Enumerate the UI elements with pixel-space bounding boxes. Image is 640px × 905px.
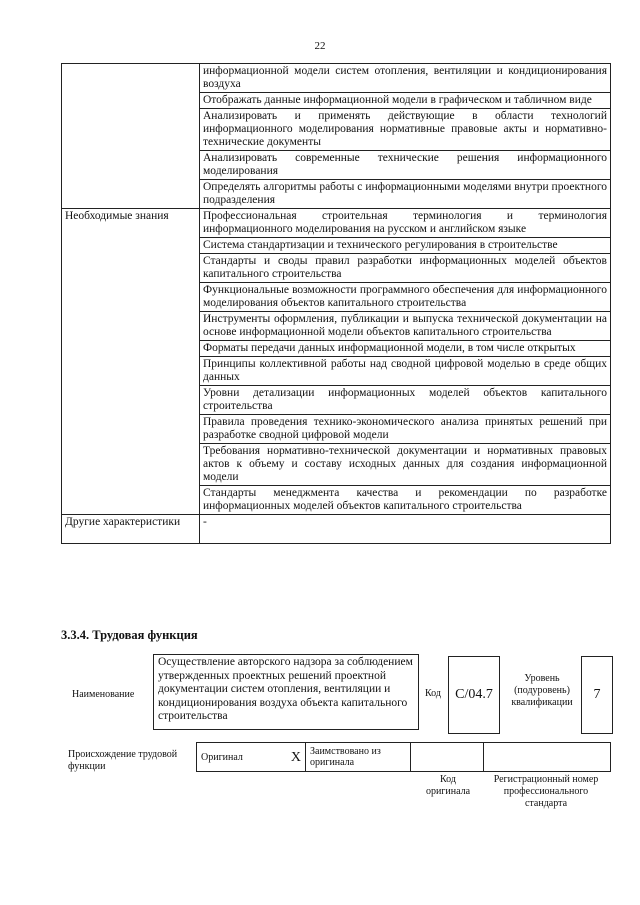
table-cell: -: [200, 515, 611, 544]
row-group-label: Необходимые знания: [62, 209, 200, 515]
table-cell: Отображать данные информационной модели в графическом и табличном виде: [200, 93, 611, 109]
table-cell: Анализировать и применять действующие в области технологий информационного моделирования нормативные правовые акты и нормативно-технические документы: [200, 109, 611, 151]
table-cell: Инструменты оформления, публикации и выпуска технической документации на основе информационной модели объектов капитального строительства: [200, 312, 611, 341]
reg-number-caption: Регистрационный номер профессионального стандарта: [493, 774, 599, 809]
page-number: 22: [314, 40, 326, 52]
origin-code-cell: [411, 743, 484, 772]
qualification-level-value: 7: [581, 656, 613, 734]
table-cell: Форматы передачи данных информационной модели, в том числе открытых: [200, 341, 611, 357]
table-row: [62, 64, 611, 93]
borrowed-label: Заимствовано из оригинала: [306, 743, 411, 772]
origin-table: [196, 742, 611, 772]
code-label: Код: [425, 688, 441, 699]
table-cell: информационной модели систем отопления, вентиляции и кондиционирования воздуха: [200, 64, 611, 93]
origin-label: Происхождение трудовой функции: [68, 749, 178, 772]
original-mark: X: [281, 743, 306, 772]
table-cell: Определять алгоритмы работы с информационными моделями внутри проектного подразделения: [200, 180, 611, 209]
skills-knowledge-table: [61, 63, 611, 544]
table-row: [62, 515, 611, 544]
name-label: Наименование: [72, 689, 135, 700]
table-row: [62, 209, 611, 238]
table-cell: Анализировать современные технические решения информационного моделирования: [200, 151, 611, 180]
section-title: 3.3.4. Трудовая функция: [61, 628, 198, 642]
table-cell: Система стандартизации и технического регулирования в строительстве: [200, 238, 611, 254]
table-cell: Уровни детализации информационных моделей объектов капитального строительства: [200, 386, 611, 415]
table-cell: Функциональные возможности программного обеспечения для информационного моделирования объектов капитального строительства: [200, 283, 611, 312]
row-group-label: [62, 64, 200, 209]
origin-code-caption: Код оригинала: [425, 774, 471, 797]
reg-number-cell: [484, 743, 611, 772]
table-cell: Правила проведения технико-экономического анализа принятых решений при разработке сводной цифровой модели: [200, 415, 611, 444]
table-cell: Требования нормативно-технической документации и нормативных правовых актов к объему и составу исходных данных для создания информационной модели: [200, 444, 611, 486]
table-cell: Профессиональная строительная терминология и терминология информационного моделирования на русском и английском языке: [200, 209, 611, 238]
function-code-value: С/04.7: [448, 656, 500, 734]
table-cell: Стандарты и своды правил разработки информационных моделей объектов капитального строительства: [200, 254, 611, 283]
row-group-label: Другие характеристики: [62, 515, 200, 544]
original-label: Оригинал: [197, 743, 282, 772]
table-cell: Стандарты менеджмента качества и рекомендации по разработке информационных моделей объектов капитального строительства: [200, 486, 611, 515]
function-name-value: Осуществление авторского надзора за соблюдением утвержденных проектных решений проектной документации систем отопления, вентиляции и кондиционирования воздуха объекта капитального строительства: [153, 654, 419, 730]
qualification-level-label: Уровень (подуровень) квалификации: [511, 673, 573, 708]
table-cell: Принципы коллективной работы над сводной цифровой моделью в среде общих данных: [200, 357, 611, 386]
